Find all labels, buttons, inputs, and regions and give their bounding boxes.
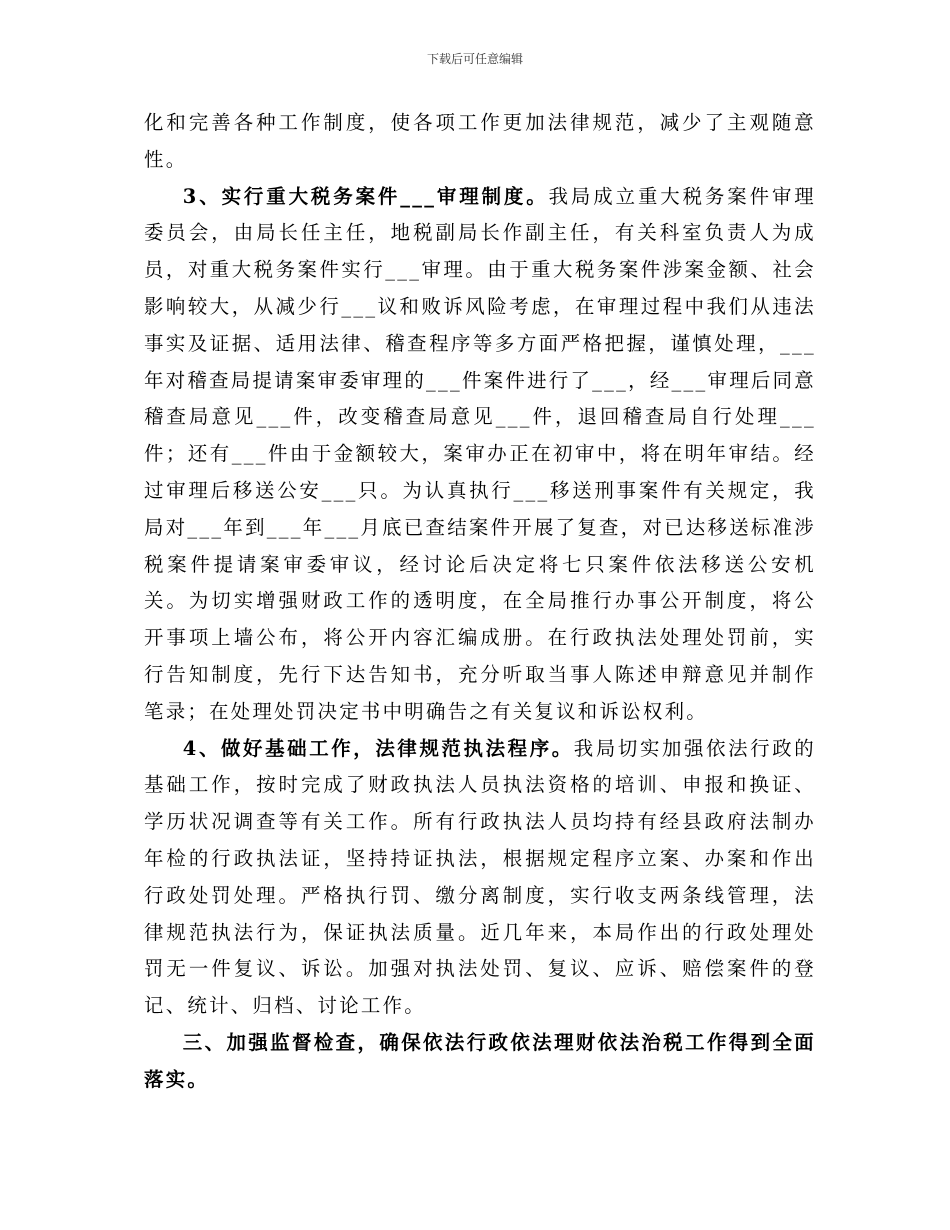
- paragraph-text: 化和完善各种工作制度，使各项工作更加法律规范，减少了主观随意性。: [144, 111, 816, 171]
- paragraph-item-3: [144, 179, 816, 731]
- document-body: [144, 105, 816, 1099]
- page-header-note: 下载后可任意编辑: [426, 52, 523, 66]
- paragraph-item-4: [144, 731, 816, 1025]
- paragraph-lead: 3、实行重大税务案件___审理制度。: [182, 184, 549, 208]
- paragraph-continuation: [144, 105, 816, 179]
- paragraph-text: 我局成立重大税务案件审理委员会，由局长任主任，地税副局长作副主任，有关科室负责人为成员，对重大税务案件实行___审理。由于重大税务案件涉案金额、社会影响较大，从减少行___议和败诉风险考虑，在审理过程中我们从违法事实及证据、适用法律、稽查程序等多方面严格把握，谨慎处理，___年对稽查局提请案审委审理的___件案件进行了___，经___审理后同意稽查局意见___件，改变稽查局意见___件，退回稽查局自行处理___件；还有___件由于金额较大，案审办正在初审中，将在明年审结。经过审理后移送公安___只。为认真执行___移送刑事案件有关规定，我局对___年到___年___月底已查结案件开展了复查，对已达移送标准涉税案件提请案审委审议，经讨论后决定将七只案件依法移送公安机关。为切实增强财政工作的透明度，在全局推行办事公开制度，将公开事项上墙公布，将公开内容汇编成册。在行政执法处理处罚前，实行告知制度，先行下达告知书，充分听取当事人陈述申辩意见并制作笔录；在处理处罚决定书中明确告之有关复议和诉讼权利。: [144, 184, 816, 723]
- section-heading: 三、加强监督检查，确保依法行政依法理财依法治税工作得到全面落实。: [144, 1030, 816, 1091]
- paragraph-text: 我局切实加强依法行政的基础工作，按时完成了财政执法人员执法资格的培训、申报和换证、学历状况调查等有关工作。所有行政执法人员均持有经县政府法制办年检的行政执法证，坚持持证执法，根据规定程序立案、办案和作出行政处罚处理。严格执行罚、缴分离制度，实行收支两条线管理，法律规范执法行为，保证执法质量。近几年来，本局作出的行政处理处罚无一件复议、诉讼。加强对执法处罚、复议、应诉、赔偿案件的登记、统计、归档、讨论工作。: [144, 736, 816, 1018]
- paragraph-lead: 4、做好基础工作，法律规范执法程序。: [182, 736, 574, 760]
